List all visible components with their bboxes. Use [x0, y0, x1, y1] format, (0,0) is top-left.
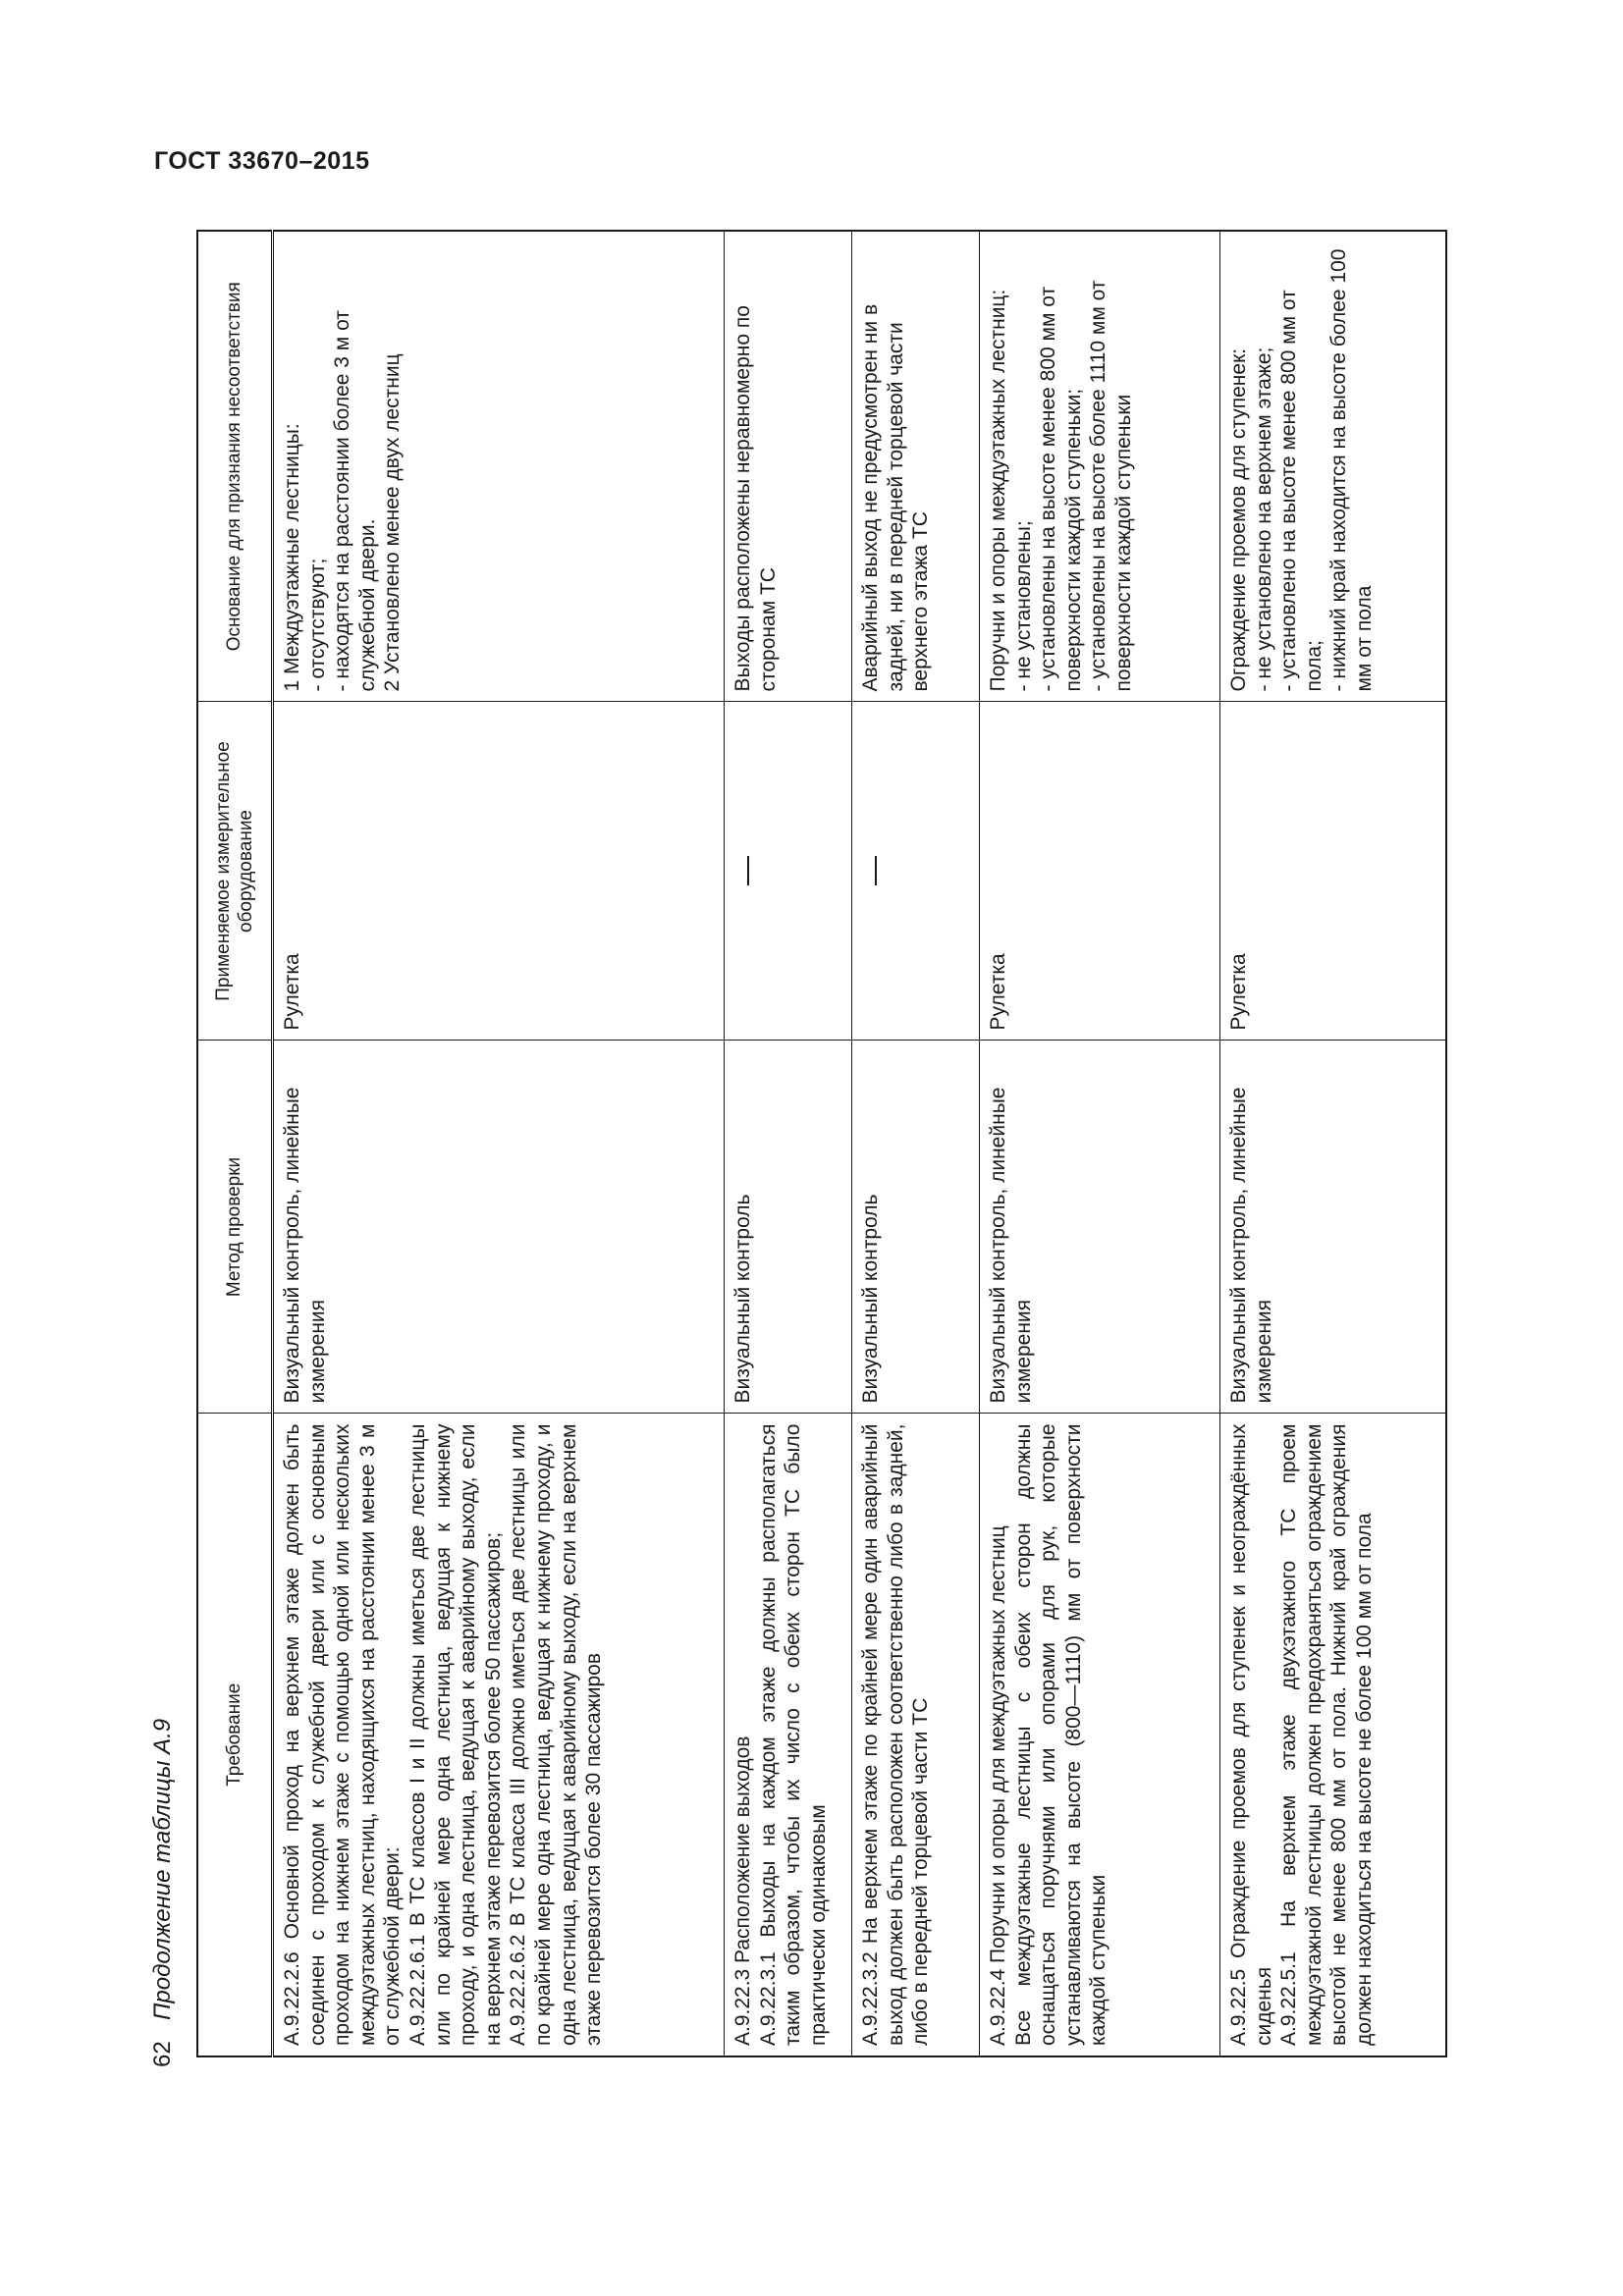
equipment-cell: Рулетка — [980, 702, 1220, 1041]
basis-text: 1 Междуэтажные лестницы: — [281, 423, 303, 692]
table-row — [725, 231, 852, 2056]
requirement-text: А.9.22.2.6.1 В ТС классов I и II должны иметься две лестницы или по крайней мере одна лестница, ведущая к нижнему проходу, и одна лестница, ведущая к аварийному выходу, если на верхнем этаже перевозится более 50 пассажиров; — [406, 1423, 505, 2046]
requirement-text: А.9.22.2.6 Основной проход на верхнем этаже должен быть соединен с проходом к служебной двери или с основным проходом на нижнем этаже с помощью одной или нескольких междуэтажных лестниц, находящихся на расстоянии менее 3 м от служебной двери: — [281, 1423, 405, 2046]
basis-text: - установлено на высоте менее 800 мм от пола; — [1277, 290, 1325, 692]
basis-cell — [980, 231, 1220, 702]
basis-text: Поручни и опоры междуэтажных лестниц: — [987, 289, 1009, 692]
equipment-cell — [852, 702, 980, 1041]
requirement-text: Все междуэтажные лестницы с обеих сторон должны оснащаться поручнями или опорами для рук, которые устанавливаются на высоте (800—1110) мм от поверхности каждой ступеньки — [1011, 1423, 1110, 2046]
table-header-row — [197, 231, 273, 2056]
requirement-text: А.9.22.3.1 Выходы на каждом этаже должны располагаться таким образом, чтобы их число с обеих сторон ТС было практически одинаковым — [756, 1423, 830, 2046]
document-header-title: ГОСТ 33670–2015 — [154, 147, 370, 175]
basis-cell — [1220, 231, 1446, 702]
requirement-cell — [273, 1414, 725, 2056]
basis-text: Выходы расположены неравномерно по сторонам ТС — [731, 305, 780, 692]
dash-mark — [747, 857, 749, 886]
column-header-method: Метод проверки — [197, 1041, 273, 1414]
method-cell: Визуальный контроль — [852, 1041, 980, 1414]
method-cell: Визуальный контроль — [725, 1041, 852, 1414]
basis-text: - не установлены; — [1011, 520, 1035, 692]
requirements-table — [196, 230, 1447, 2057]
basis-text: Аварийный выход не предусмотрен ни в задней, ни в передней торцевой части верхнего этажа ТС — [859, 303, 933, 692]
table-row — [1220, 231, 1446, 2056]
requirement-text: А.9.22.5 Ограждение проемов для ступенек и неограждённых сиденья — [1227, 1423, 1275, 2046]
method-cell: Визуальный контроль, линейные измерения — [1220, 1041, 1446, 1414]
table-row — [980, 231, 1220, 2056]
basis-text: - отсутствуют; — [305, 558, 329, 692]
method-cell: Визуальный контроль, линейные измерения — [980, 1041, 1220, 1414]
requirement-cell — [1220, 1414, 1446, 2056]
equipment-cell: Рулетка — [273, 702, 725, 1041]
page-number: 62 — [149, 2041, 176, 2067]
requirement-cell — [852, 1414, 980, 2056]
requirement-text: А.9.22.5.1 На верхнем этаже двухэтажного ТС проем междуэтажной лестницы должен предохраняться ограждением высотой не менее 800 мм от пола. Нижний край ограждения должен находиться на высоте не более 100 мм от пола — [1277, 1423, 1377, 2046]
basis-text: - не установлено на верхнем этаже; — [1252, 347, 1275, 692]
equipment-cell: Рулетка — [1220, 702, 1446, 1041]
column-header-basis: Основание для признания несоответствия — [197, 231, 273, 702]
table-row — [852, 231, 980, 2056]
basis-text: - находятся на расстоянии более 3 м от служебной двери. — [331, 310, 379, 692]
column-header-equipment: Применяемое измерительное оборудование — [197, 702, 273, 1041]
basis-text: 2 Установлено менее двух лестниц — [381, 353, 405, 692]
column-header-requirement: Требование — [197, 1414, 273, 2056]
basis-text: - установлены на высоте более 1110 мм от поверхности каждой ступеньки — [1087, 280, 1136, 692]
table-continuation-caption: Продолжение таблицы А.9 — [149, 1718, 176, 2020]
basis-cell — [852, 231, 980, 702]
dash-mark — [875, 857, 877, 886]
requirement-text: А.9.22.4 Поручни и опоры для междуэтажных лестниц — [987, 1525, 1009, 2046]
requirement-cell — [725, 1414, 852, 2056]
method-cell: Визуальный контроль, линейные измерения — [273, 1041, 725, 1414]
requirement-text: А.9.22.2.6.2 В ТС класса III должно иметься две лестницы или по крайней мере одна лестница, ведущая к нижнему проходу, и одна лестница, ведущая к аварийному выходу, если на верхнем этаже перевозится более 30 пассажиров — [507, 1423, 606, 2046]
basis-text: - нижний край находится на высоте более 100 мм от пола — [1327, 248, 1377, 692]
requirement-text: А.9.22.3.2 На верхнем этаже по крайней мере один аварийный выход должен быть расположен соответственно либо в задней, либо в передней торцевой части ТС — [859, 1423, 933, 2046]
requirement-cell — [980, 1414, 1220, 2056]
basis-text: - установлены на высоте менее 800 мм от поверхности каждой ступеньки; — [1037, 286, 1085, 692]
basis-cell — [725, 231, 852, 702]
basis-cell — [273, 231, 725, 702]
requirement-text: А.9.22.3 Расположение выходов — [731, 1735, 754, 2046]
table-rotated-wrapper — [196, 232, 1438, 2057]
equipment-cell — [725, 702, 852, 1041]
table-row — [273, 231, 725, 2056]
basis-text: Ограждение проемов для ступенек: — [1227, 347, 1250, 692]
